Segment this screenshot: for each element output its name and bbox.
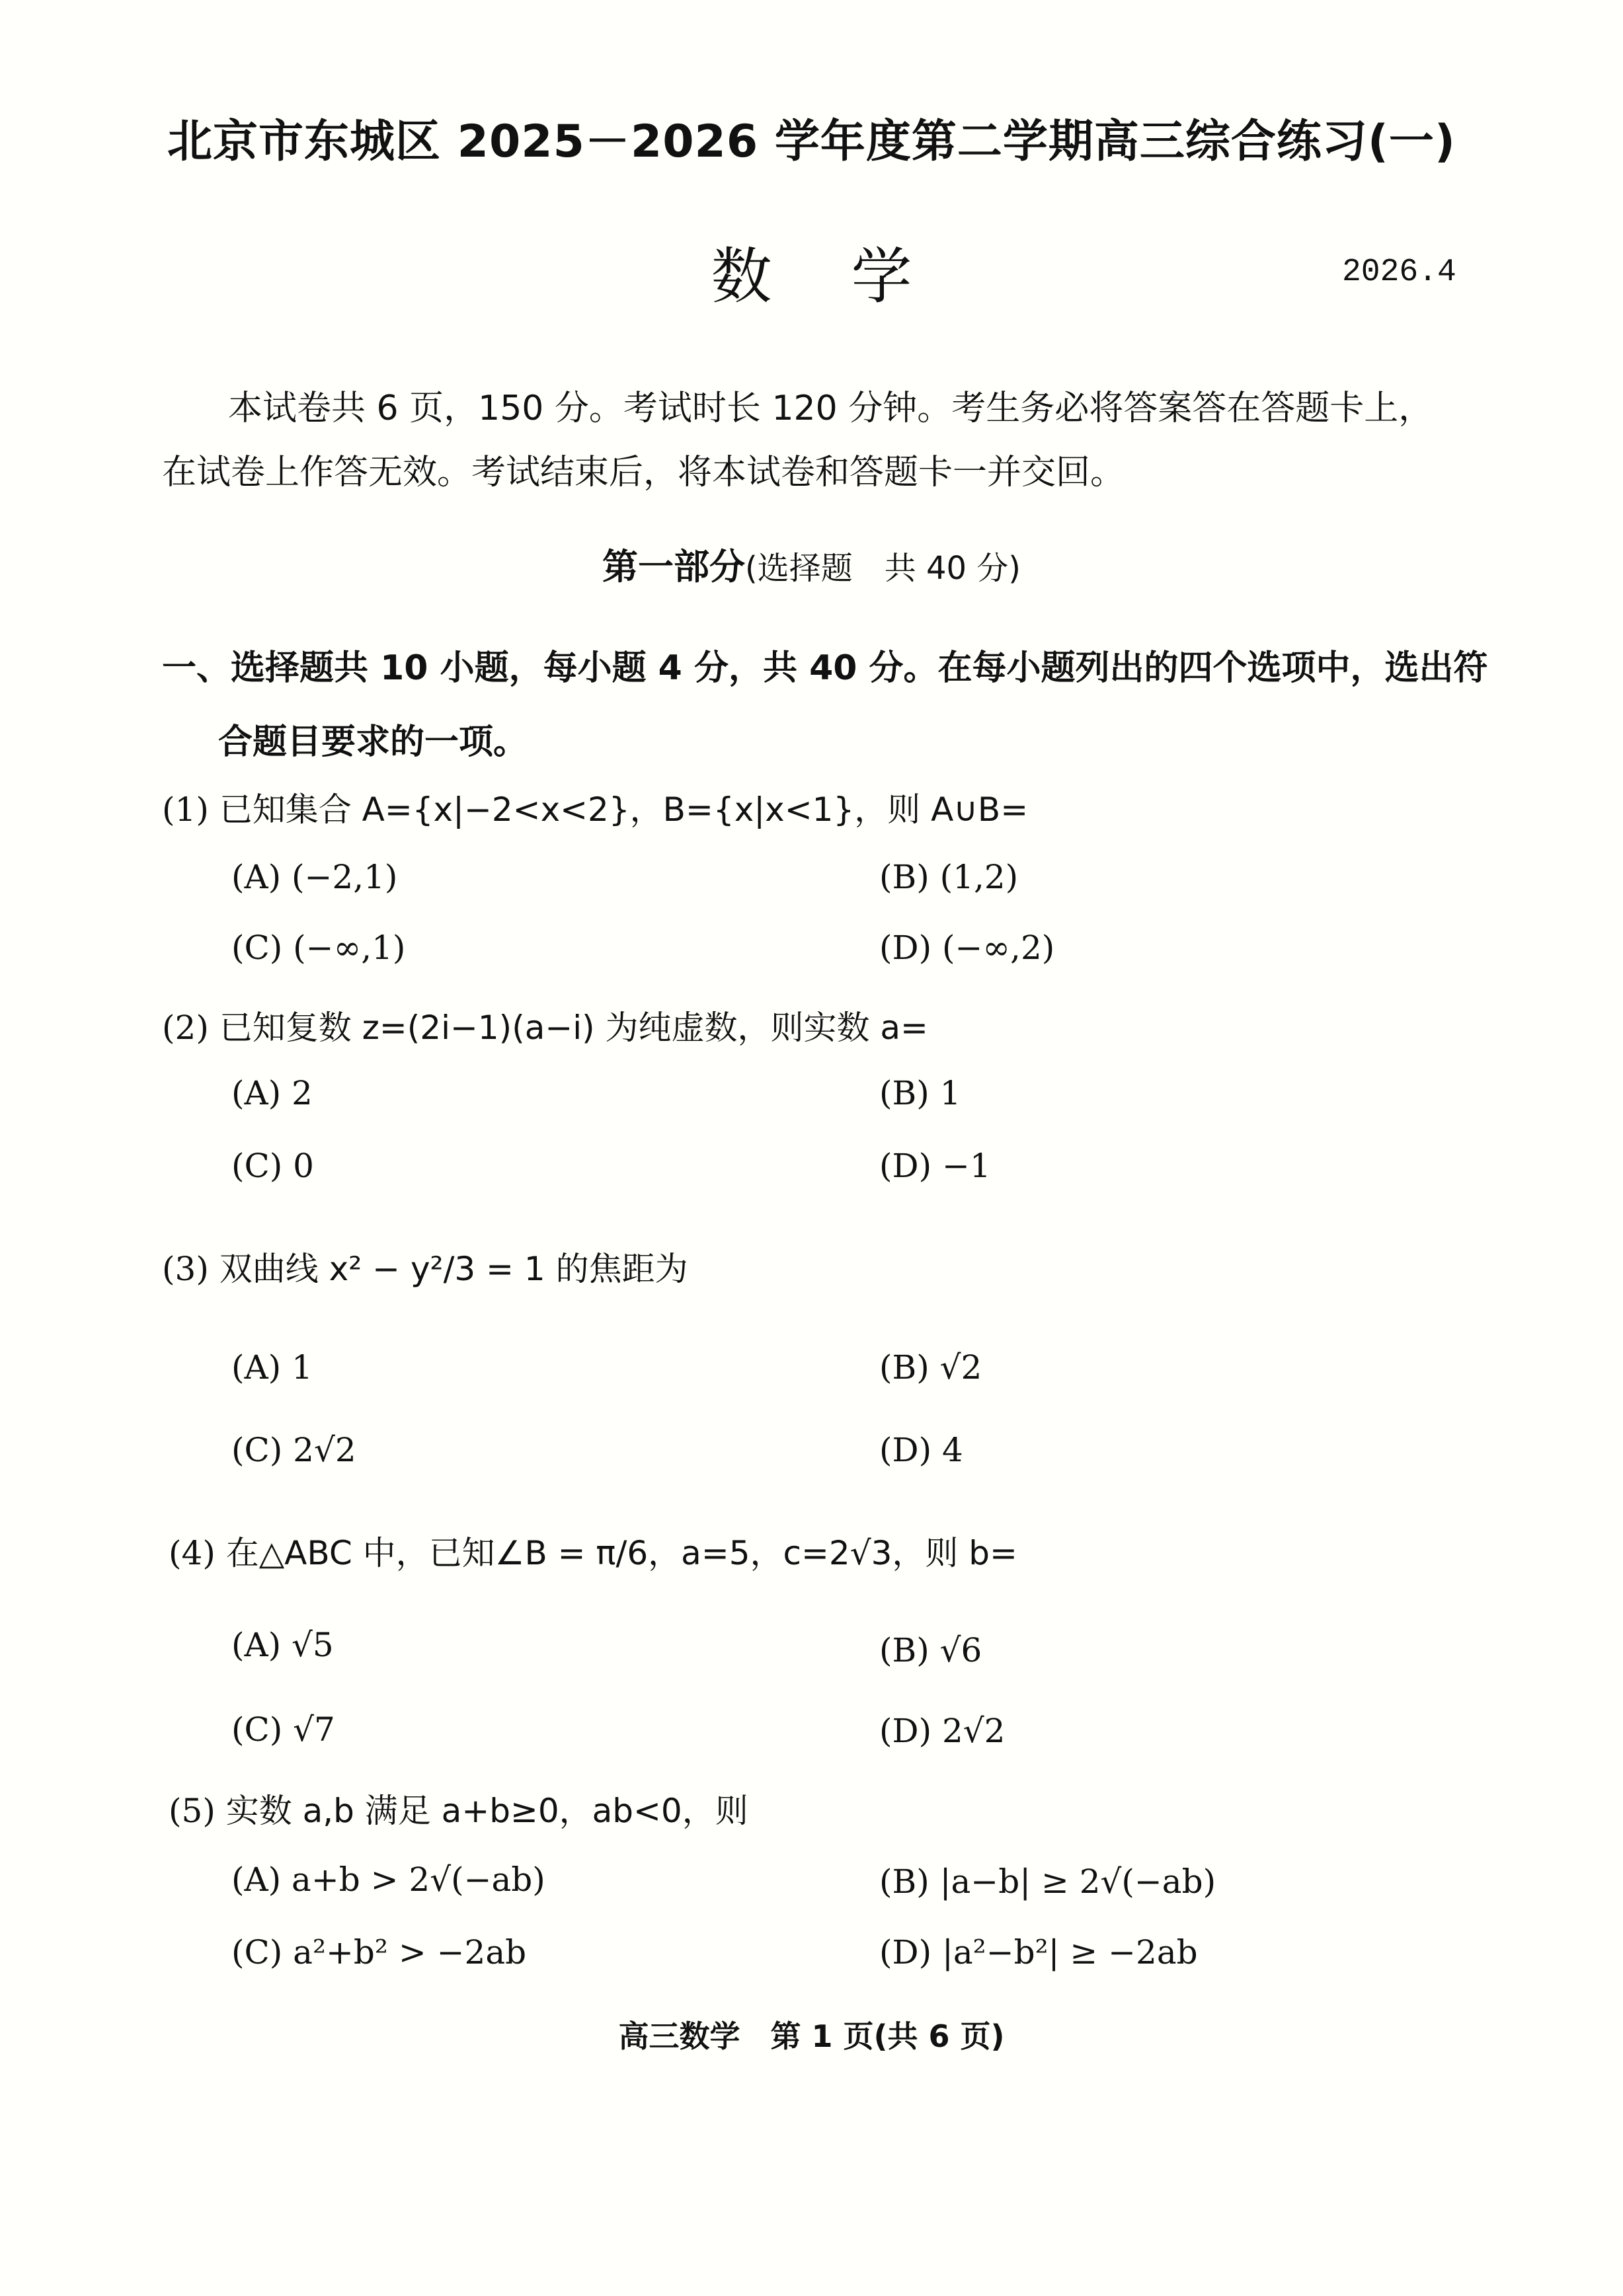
question-4: [169, 1527, 1017, 1574]
question-1: [162, 783, 1028, 831]
question-1-number: (1): [162, 790, 209, 829]
section-one-instruction-line-2: 合题目要求的一项。: [218, 722, 528, 762]
question-1-option-b: (B) (1,2): [879, 858, 1019, 896]
part-one-heading: [0, 539, 1623, 590]
question-3-stem: 双曲线 x² − y²/3 = 1 的焦距为: [219, 1250, 688, 1288]
section-one-instruction-line-1: 一、选择题共 10 小题，每小题 4 分，共 40 分。在每小题列出的四个选项中，选出符: [162, 648, 1488, 688]
question-3-option-b: (B) √2: [879, 1348, 982, 1387]
question-4-stem: 在△ABC 中，已知∠B = π/6，a=5，c=2√3，则 b=: [225, 1534, 1017, 1572]
question-2-option-d: (D) −1: [879, 1147, 991, 1185]
intro-line-1: 本试卷共 6 页，150 分。考试时长 120 分钟。考生务必将答案答在答题卡上，: [228, 389, 1433, 428]
question-5-stem: 实数 a,b 满足 a+b≥0，ab<0，则: [225, 1792, 748, 1830]
question-4-number: (4): [169, 1534, 216, 1572]
question-1-option-d: (D) (−∞,2): [879, 929, 1055, 967]
question-3-option-c: (C) 2√2: [231, 1431, 356, 1469]
question-2-option-a: (A) 2: [231, 1074, 313, 1112]
question-5: [169, 1784, 748, 1832]
question-2: [162, 1001, 928, 1049]
question-5-number: (5): [169, 1792, 216, 1830]
question-2-option-b: (B) 1: [879, 1074, 961, 1112]
page-footer: 高三数学 第 1 页(共 6 页): [618, 2018, 1005, 2054]
question-4-option-c: (C) √7: [231, 1710, 335, 1749]
question-5-option-b: (B) |a−b| ≥ 2√(−ab): [879, 1862, 1216, 1901]
question-4-option-b: (B) √6: [879, 1631, 982, 1669]
exam-title: 北京市东城区 2025－2026 学年度第二学期高三综合练习(一): [167, 116, 1456, 168]
question-5-option-a: (A) a+b > 2√(−ab): [231, 1860, 545, 1899]
question-2-option-c: (C) 0: [231, 1147, 314, 1185]
part-one-title: 第一部分: [602, 546, 745, 588]
question-3-option-a: (A) 1: [231, 1348, 313, 1387]
question-1-stem: 已知集合 A={x|−2<x<2}，B={x|x<1}，则 A∪B=: [219, 790, 1029, 829]
question-4-option-a: (A) √5: [231, 1626, 334, 1664]
question-1-option-c: (C) (−∞,1): [231, 929, 406, 967]
question-2-stem: 已知复数 z=(2i−1)(a−i) 为纯虚数，则实数 a=: [219, 1009, 928, 1047]
question-3: [162, 1243, 688, 1290]
question-5-option-d: (D) |a²−b²| ≥ −2ab: [879, 1933, 1198, 1971]
question-2-number: (2): [162, 1009, 209, 1047]
exam-date: 2026.4: [1342, 254, 1456, 290]
intro-line-2: 在试卷上作答无效。考试结束后，将本试卷和答题卡一并交回。: [162, 453, 1125, 492]
question-4-option-d: (D) 2√2: [879, 1712, 1006, 1750]
question-5-option-c: (C) a²+b² > −2ab: [231, 1933, 527, 1971]
question-1-option-a: (A) (−2,1): [231, 858, 398, 896]
question-3-number: (3): [162, 1250, 209, 1288]
question-3-option-d: (D) 4: [879, 1431, 963, 1469]
part-one-subtitle: (选择题 共 40 分): [744, 550, 1021, 587]
subject-title: 数学: [711, 241, 992, 312]
